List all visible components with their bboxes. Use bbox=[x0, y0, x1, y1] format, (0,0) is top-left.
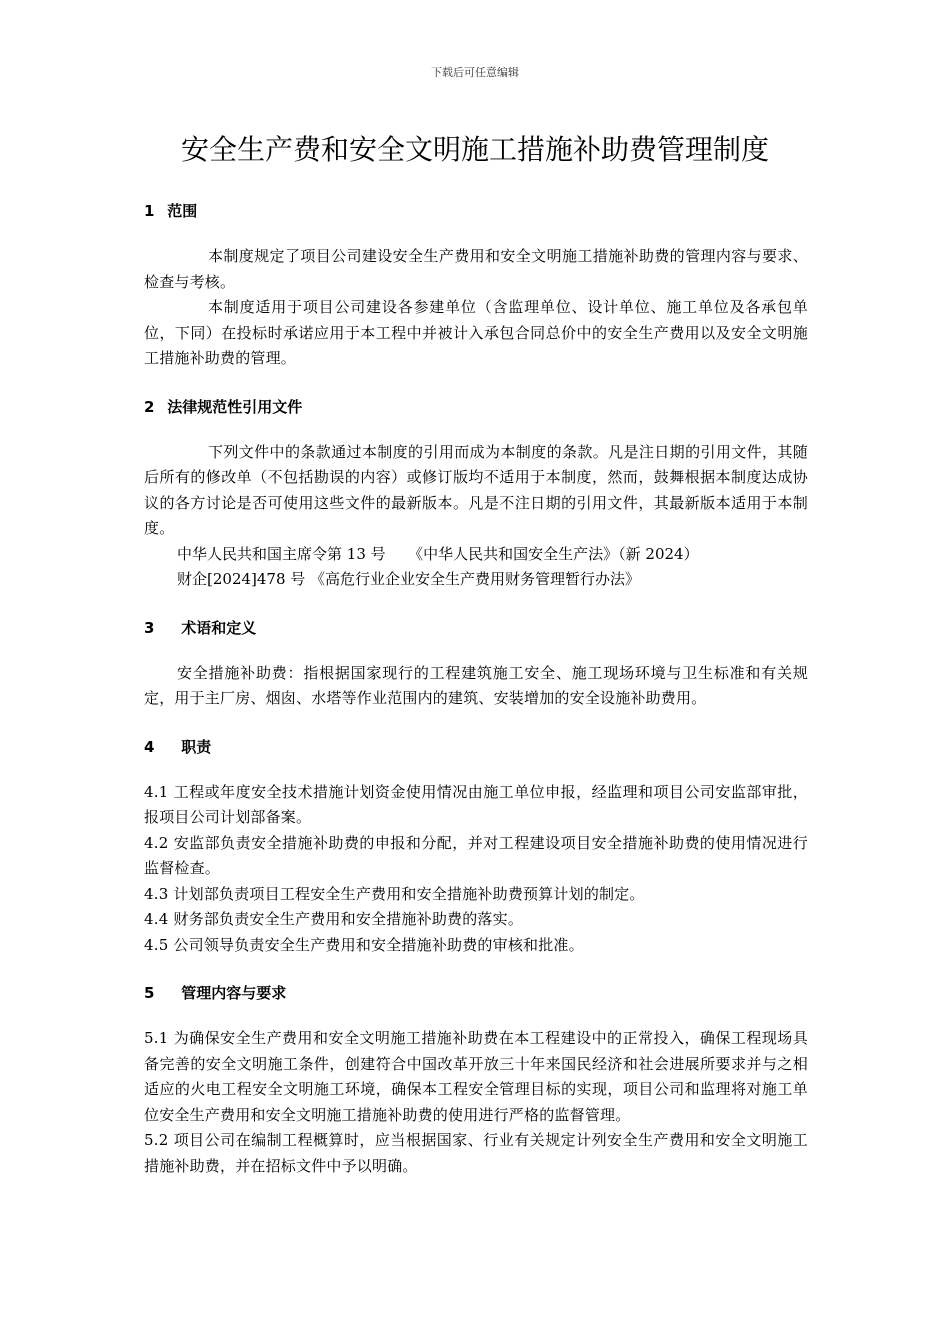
section-normative-references bbox=[144, 394, 808, 593]
paragraph: 安全措施补助费：指根据国家现行的工程建筑施工安全、施工现场环境与卫生标准和有关规定，用于主厂房、烟囱、水塔等作业范围内的建筑、安装增加的安全设施补助费用。 bbox=[144, 663, 808, 707]
section-terms-definitions bbox=[144, 615, 808, 712]
list-item: 4.5 公司领导负责安全生产费用和安全措施补助费的审核和批准。 bbox=[144, 935, 584, 954]
section-title: 法律规范性引用文件 bbox=[167, 397, 303, 416]
paragraph: 本制度适用于项目公司建设各参建单位（含监理单位、设计单位、施工单位及各承包单位，下同）在投标时承诺应用于本工程中并被计入承包合同总价中的安全生产费用以及安全文明施工措施补助费的管理。 bbox=[144, 298, 808, 367]
section-management-requirements bbox=[144, 980, 808, 1179]
document-title: 安全生产费和安全文明施工措施补助费管理制度 bbox=[180, 133, 769, 166]
list-item: 4.1 工程或年度安全技术措施计划资金使用情况由施工单位申报，经监理和项目公司安监部审批，报项目公司计划部备案。 bbox=[144, 782, 808, 826]
header-note: 下载后可任意编辑 bbox=[431, 66, 519, 79]
list-item: 4.3 计划部负责项目工程安全生产费用和安全措施补助费预算计划的制定。 bbox=[144, 884, 645, 903]
reference-item: 财企[2024]478 号 《高危行业企业安全生产费用财务管理暂行办法》 bbox=[177, 570, 641, 588]
section-title: 管理内容与要求 bbox=[181, 984, 287, 1002]
section-number: 5 bbox=[144, 984, 155, 1002]
paragraph: 本制度规定了项目公司建设安全生产费用和安全文明施工措施补助费的管理内容与要求、检查与考核。 bbox=[144, 247, 808, 291]
section-responsibilities bbox=[144, 734, 808, 959]
section-number: 3 bbox=[144, 618, 155, 637]
document-body bbox=[144, 198, 808, 1179]
list-item: 4.2 安监部负责安全措施补助费的申报和分配，并对工程建设项目安全措施补助费的使用情况进行监督检查。 bbox=[144, 833, 808, 877]
section-heading bbox=[144, 198, 808, 224]
section-heading bbox=[144, 615, 808, 641]
section-title: 范围 bbox=[167, 202, 198, 220]
section-title: 职责 bbox=[181, 737, 212, 756]
section-number: 1 bbox=[144, 202, 155, 220]
list-item: 5.2 项目公司在编制工程概算时，应当根据国家、行业有关规定计列安全生产费用和安全文明施工措施补助费，并在招标文件中予以明确。 bbox=[144, 1131, 808, 1175]
section-scope bbox=[144, 198, 808, 372]
section-number: 4 bbox=[144, 737, 155, 756]
section-heading bbox=[144, 394, 808, 420]
reference-item: 中华人民共和国主席令第 13 号 《中华人民共和国安全生产法》（新 2024） bbox=[177, 544, 699, 563]
list-item: 4.4 财务部负责安全生产费用和安全措施补助费的落实。 bbox=[144, 910, 524, 928]
section-title: 术语和定义 bbox=[181, 618, 257, 637]
paragraph: 下列文件中的条款通过本制度的引用而成为本制度的条款。凡是注日期的引用文件，其随后所有的修改单（不包括勘误的内容）或修订版均不适用于本制度，然而，鼓舞根据本制度达成协议的各方讨论是否可使用这些文件的最新版本。凡是不注日期的引用文件，其最新版本适用于本制度。 bbox=[144, 442, 808, 537]
section-number: 2 bbox=[144, 397, 155, 416]
list-item: 5.1 为确保安全生产费用和安全文明施工措施补助费在本工程建设中的正常投入，确保工程现场具备完善的安全文明施工条件，创建符合中国改革开放三十年来国民经济和社会进展所要求并与之相适应的火电工程安全文明施工环境，确保本工程安全管理目标的实现，项目公司和监理将对施工单位安全生产费用和安全文明施工措施补助费的使用进行严格的监督管理。 bbox=[144, 1029, 808, 1124]
section-heading bbox=[144, 734, 808, 760]
section-heading bbox=[144, 980, 808, 1006]
